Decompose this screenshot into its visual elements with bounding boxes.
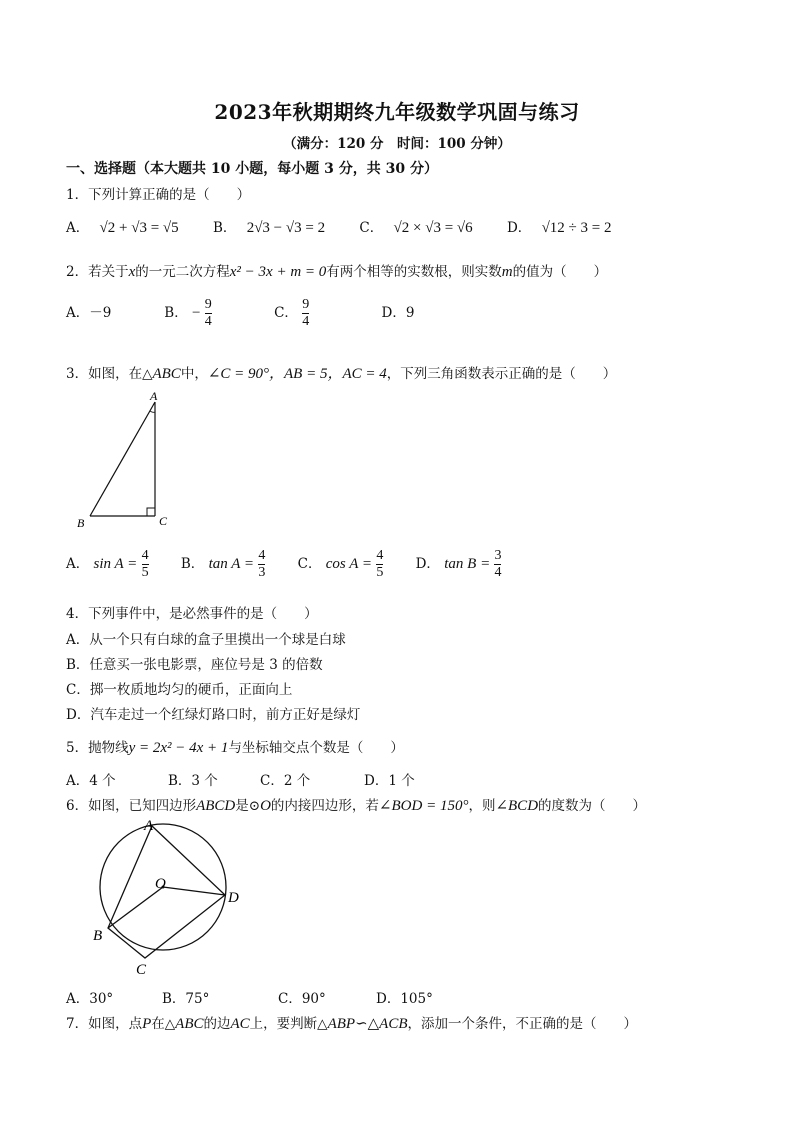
q2-var-m: m [501, 264, 513, 280]
q2-option-b: B． [164, 305, 188, 322]
page-title: 2023年秋期期终九年级数学巩固与练习 [214, 100, 580, 124]
q7-text-2: 在△ [151, 1016, 176, 1032]
q6-options [66, 987, 433, 1007]
q4-option-d: D．汽车走过一个红绿灯路口时，前方正好是绿灯 [66, 707, 361, 723]
q3-a-fraction [142, 549, 149, 580]
q2-b-den: 4 [204, 313, 212, 329]
q2-var-x: x [128, 264, 136, 280]
q3-d-fn: tan B = [444, 556, 491, 573]
q3-angle-a-arc [150, 411, 155, 412]
q1-option-c: C． [359, 220, 384, 236]
q3-text-1: 3．如图，在△ [66, 366, 153, 382]
q6-option-a: A．30° [66, 991, 114, 1007]
q3-b-den: 3 [258, 564, 266, 580]
q5-option-d: D．1 个 [364, 773, 415, 789]
q4-stem: 4．下列事件中，是必然事件的是（ ） [66, 606, 318, 622]
q7-abp: ABP [327, 1016, 356, 1032]
q2-c-num: 9 [302, 297, 310, 312]
q6-o: O [260, 798, 271, 814]
page-subtitle: （满分：120 分 时间：100 分钟） [283, 136, 511, 152]
q3-abc: ABC [152, 366, 181, 382]
q2-text-3: 有两个相等的实数根，则实数 [326, 264, 502, 280]
q3-d-den: 4 [494, 564, 502, 580]
q7-abc: ABC [175, 1016, 204, 1032]
q7-point-p: P [142, 1016, 152, 1032]
q3-c-fraction [376, 549, 383, 580]
q7-stem [66, 1012, 637, 1033]
q5-option-c: C．2 个 [260, 773, 311, 789]
q3-b-num: 4 [258, 548, 266, 563]
q5-text-2: 与坐标轴交点个数是（ ） [228, 740, 404, 756]
q3-a-num: 4 [141, 548, 149, 563]
q3-b-fn: tan A = [208, 556, 255, 573]
q3-b-fraction [258, 549, 265, 580]
q6-label-d: D [228, 890, 239, 906]
q6-label-b: B [93, 928, 103, 944]
q5-options [66, 769, 415, 789]
q2-c-fraction [302, 298, 309, 329]
q3-option-c: C． [297, 556, 322, 573]
q1-b-expr: 2√3 − √3 = 2 [246, 220, 326, 236]
q6-label-c: C [136, 962, 147, 978]
q3-a-den: 5 [141, 564, 149, 580]
q2-b-num: 9 [204, 297, 212, 312]
q6-label-a: A [144, 818, 154, 834]
q3-c-fn: cos A = [325, 556, 373, 573]
q4-option-b: B．任意买一张电影票，座位号是 3 的倍数 [66, 657, 323, 673]
q1-a-expr: √2 + √3 = √5 [99, 220, 179, 236]
q6-angle: ∠BOD = 150° [378, 798, 469, 814]
q4-option-a: A．从一个只有白球的盒子里摸出一个球是白球 [66, 632, 346, 648]
q6-abcd: ABCD [196, 798, 236, 814]
q3-side-ab [90, 402, 155, 516]
q3-label-c: C [159, 514, 168, 528]
q2-text-2: 的一元二次方程 [135, 264, 230, 280]
q3-d-fraction [494, 549, 501, 580]
q2-option-c: C． [274, 305, 298, 322]
q5-stem [66, 736, 404, 757]
section-heading: 一、选择题（本大题共 10 小题，每小题 3 分，共 30 分） [66, 161, 438, 177]
q6-text-4: ，则 [468, 798, 496, 814]
q3-option-a: A． [66, 556, 90, 573]
q4-option-c: C．掷一枚质地均匀的硬币，正面向上 [66, 682, 293, 698]
q1-options [66, 216, 612, 237]
q7-ac: AC [230, 1016, 250, 1032]
q1-option-b: B． [212, 220, 237, 236]
q1-d-expr: √12 ÷ 3 = 2 [541, 220, 612, 236]
q6-circle-figure [80, 810, 260, 985]
q3-label-a: A [150, 389, 158, 403]
q2-option-d: D．9 [381, 305, 415, 322]
q5-text-1: 5．抛物线 [66, 740, 129, 756]
q2-equation: x² − 3x + m = 0 [229, 264, 327, 280]
q6-option-c: C．90° [278, 991, 326, 1007]
q6-radius-od [163, 887, 225, 895]
q5-equation: y = 2x² − 4x + 1 [128, 740, 229, 756]
q2-c-den: 4 [302, 313, 310, 329]
q2-stem [66, 260, 607, 281]
q3-options [66, 549, 501, 580]
q6-option-b: B．75° [162, 991, 210, 1007]
q1-option-a: A． [66, 220, 90, 236]
q6-option-d: D．105° [376, 991, 433, 1007]
q1-stem: 1．下列计算正确的是（ ） [66, 187, 251, 203]
q7-acb: ACB [379, 1016, 408, 1032]
q2-options [66, 298, 414, 329]
q7-text-3: 的边 [203, 1016, 231, 1032]
q3-condition: ∠C = 90°，AB = 5，AC = 4 [207, 366, 387, 382]
q7-similar: ∽△ [355, 1016, 380, 1032]
q1-c-expr: √2 × √3 = √6 [393, 220, 473, 236]
q3-right-angle-mark [147, 508, 155, 516]
q7-text-4: 上，要判断△ [249, 1016, 328, 1032]
q2-b-sign: − [192, 305, 201, 322]
q3-text-3: ，下列三角函数表示正确的是（ ） [386, 366, 617, 382]
q6-text-1: 6．如图，已知四边形 [66, 798, 197, 814]
q3-option-b: B． [180, 556, 205, 573]
q3-d-num: 3 [494, 548, 502, 563]
q2-text-1: 2．若关于 [66, 264, 129, 280]
q3-c-num: 4 [376, 548, 384, 563]
q2-option-a: A．－9 [66, 305, 112, 322]
q3-option-d: D． [415, 556, 440, 573]
q5-option-a: A．4 个 [66, 773, 116, 789]
q3-label-b: B [77, 516, 85, 530]
q6-text-5: 的度数为（ ） [538, 798, 647, 814]
q2-text-4: 的值为（ ） [512, 264, 608, 280]
q3-c-den: 5 [376, 564, 384, 580]
q5-option-b: B．3 个 [168, 773, 218, 789]
q3-a-fn: sin A = [93, 556, 138, 573]
q6-label-o: O [155, 876, 166, 892]
q2-b-fraction [205, 298, 212, 329]
q3-triangle-figure [60, 385, 200, 535]
q7-text-5: ，添加一个条件，不正确的是（ ） [407, 1016, 638, 1032]
q3-stem [66, 362, 616, 383]
q6-text-2: 是⊙ [235, 798, 261, 814]
q6-text-3: 的内接四边形，若 [270, 798, 379, 814]
q7-text-1: 7．如图，点 [66, 1016, 143, 1032]
q6-bcd: ∠BCD [495, 798, 539, 814]
q3-text-2: 中， [180, 366, 208, 382]
q1-option-d: D． [506, 220, 532, 236]
